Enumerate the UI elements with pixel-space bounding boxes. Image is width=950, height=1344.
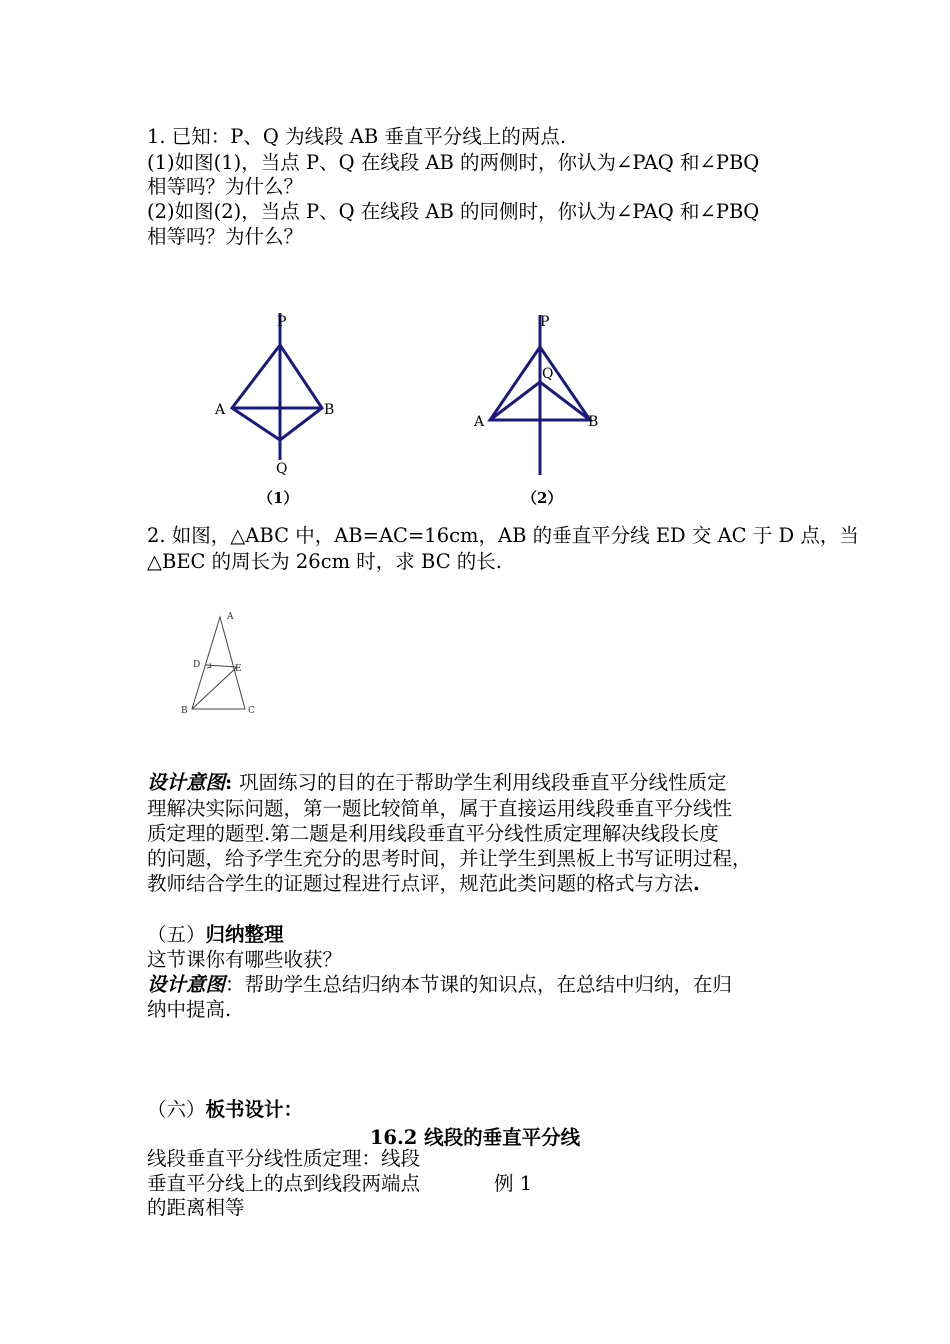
fig3-label-c: C <box>248 706 255 716</box>
intent1-line3: 质定理的题型.第二题是利用线段垂直平分线性质定理解决线段长度 <box>147 822 719 845</box>
intent1-text1: 巩固练习的目的在于帮助学生利用线段垂直平分线性质定 <box>239 771 727 794</box>
fig2-label-b: B <box>588 414 599 430</box>
fig1-label-b: B <box>324 402 335 418</box>
section5-intent-text1: 帮助学生总结归纳本节课的知识点，在总结中归纳，在归 <box>244 973 733 996</box>
q1-line4: (2)如图(2)，当点 P、Q 在线段 AB 的同侧时，你认为∠PAQ 和∠PBQ <box>147 200 760 223</box>
section5-intent-line1 <box>147 973 732 997</box>
fig1-caption: （1） <box>258 489 299 507</box>
intent1-line4: 的问题，给予学生充分的思考时间，并让学生到黑板上书写证明过程， <box>147 847 752 870</box>
section5-intent-colon: ： <box>225 973 245 996</box>
intent1-line1 <box>147 771 727 795</box>
fig2-label-a: A <box>474 414 485 430</box>
fig3-label-b: B <box>181 706 188 716</box>
q2-line2: △BEC 的周长为 26cm 时，求 BC 的长. <box>147 550 503 573</box>
fig2-label-p: P <box>540 314 550 330</box>
intent1-label: 设计意图 <box>147 771 226 794</box>
intent1-end: . <box>693 872 700 895</box>
fig3-label-d: D <box>193 660 201 670</box>
section5-title: 归纳整理 <box>205 923 284 946</box>
section6-title: 板书设计： <box>205 1098 304 1121</box>
board-line1: 线段垂直平分线性质定理：线段 <box>147 1147 421 1170</box>
section6-prefix: （六） <box>147 1098 206 1121</box>
q1-line2: (1)如图(1)，当点 P、Q 在线段 AB 的两侧时，你认为∠PAQ 和∠PBQ <box>147 151 760 174</box>
fig1-label-q: Q <box>276 461 288 477</box>
q1-line1: 1. 已知：P、Q 为线段 AB 垂直平分线上的两点. <box>147 125 567 148</box>
board-example: 例 1 <box>494 1172 533 1195</box>
fig1-label-p: P <box>277 314 287 330</box>
board-title: 16.2 线段的垂直平分线 <box>369 1126 581 1149</box>
section5-heading <box>147 923 284 947</box>
section5-question: 这节课你有哪些收获？ <box>147 948 343 971</box>
section5-intent-line2: 纳中提高. <box>147 998 232 1021</box>
section6-heading <box>147 1098 303 1122</box>
figure-1 <box>200 305 350 515</box>
section5-prefix: （五） <box>147 923 206 946</box>
intent1-colon: : <box>225 771 240 794</box>
q2-line1: 2. 如图，△ABC 中，AB=AC=16cm，AB 的垂直平分线 ED 交 AC 于 D 点，当 <box>147 524 859 547</box>
fig3-label-a: A <box>227 612 234 622</box>
fig1-quadrilateral <box>232 345 322 440</box>
intent1-line5 <box>147 872 700 896</box>
intent1-text5: 教师结合学生的证题过程进行点评，规范此类问题的格式与方法 <box>147 872 694 895</box>
fig1-label-a: A <box>215 402 226 418</box>
intent1-line2: 理解决实际问题，第一题比较简单，属于直接运用线段垂直平分线性 <box>147 797 733 820</box>
fig3-label-e: E <box>235 664 242 674</box>
q1-line3: 相等吗？为什么？ <box>147 175 304 198</box>
section5-intent-label: 设计意图 <box>147 973 226 996</box>
fig2-caption: （2） <box>522 489 563 507</box>
fig2-label-q: Q <box>542 366 554 382</box>
q1-line5: 相等吗？为什么？ <box>147 225 304 248</box>
board-line2: 垂直平分线上的点到线段两端点 <box>147 1172 421 1195</box>
figure-2 <box>465 305 625 515</box>
figure-3 <box>175 605 275 720</box>
board-line3: 的距离相等 <box>147 1196 245 1219</box>
